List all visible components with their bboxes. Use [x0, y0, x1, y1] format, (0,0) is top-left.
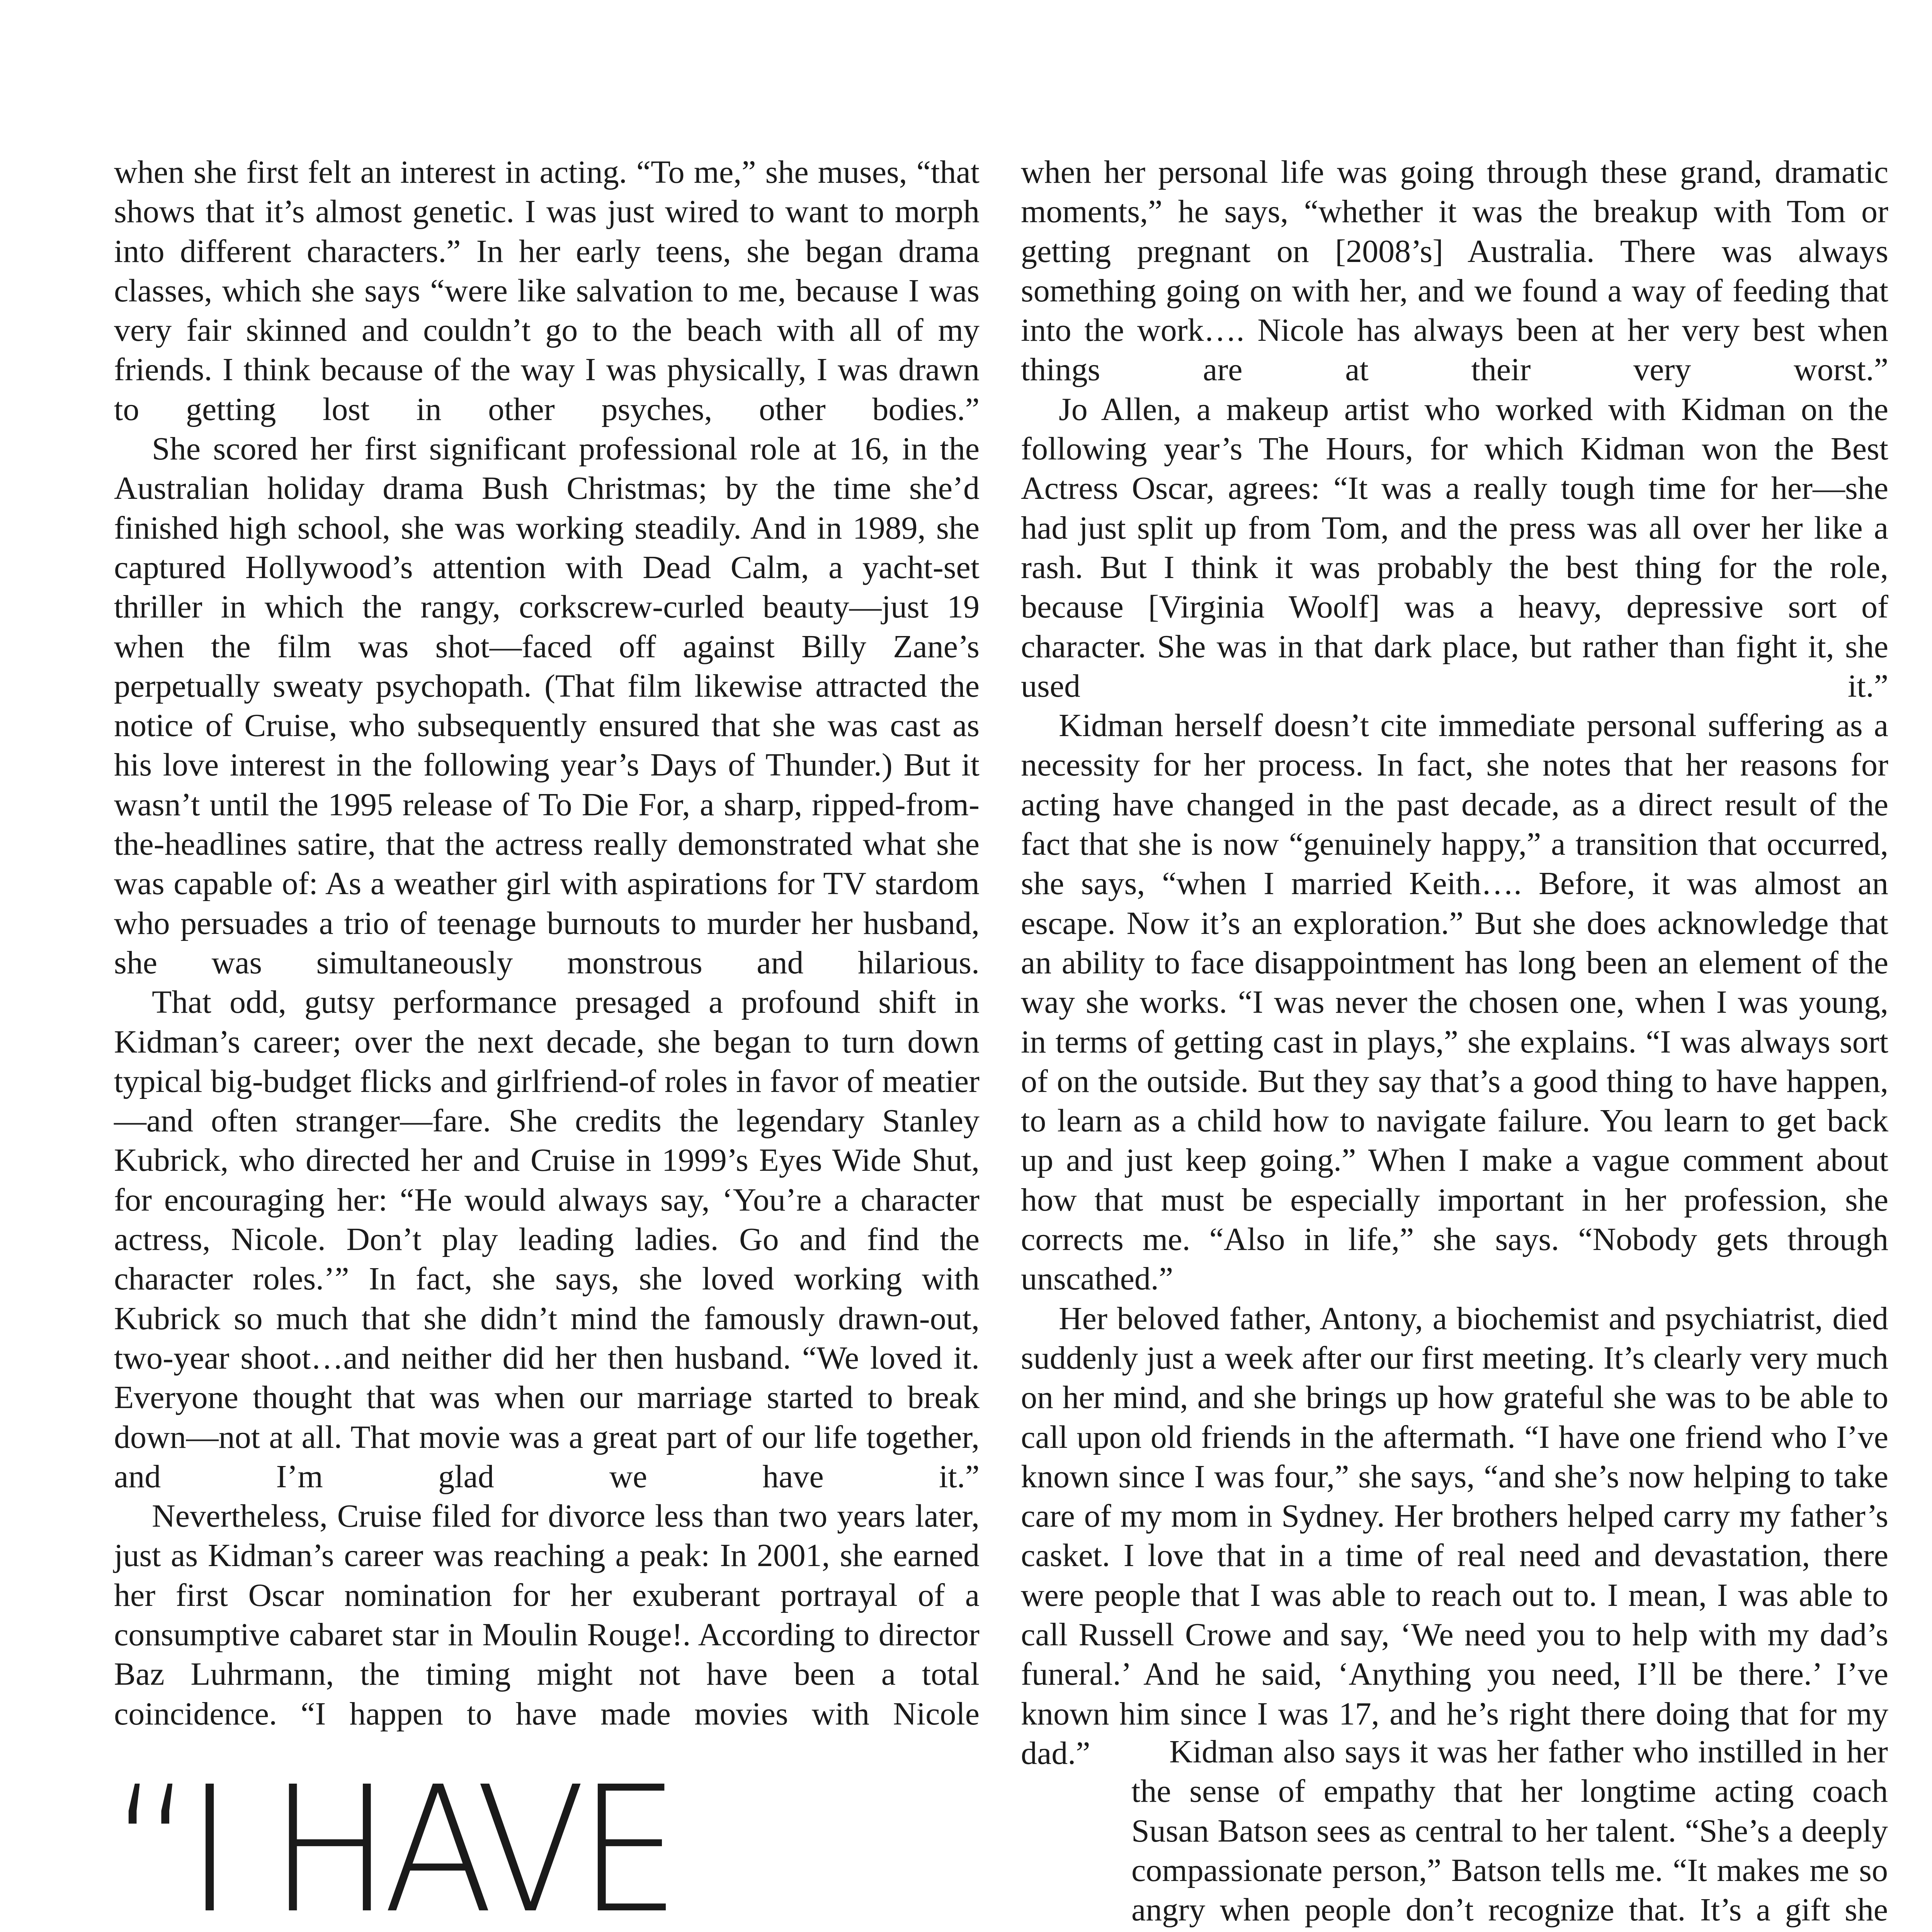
paragraph: That odd, gutsy performance presaged a profound shift in Kidman’s career; over the next decade, she began to turn down typical big-budget flicks and girlfriend-of roles in favor of meatier—and often stranger—fare. She credits the legendary Stanley Kubrick, who directed her and Cruise in 1999’s Eyes Wide Shut, for encouraging her: “He would always say, ‘You’re a character actress, Nicole. Don’t play leading ladies. Go and find the character roles.’” In fact, she says, she loved working with Kubrick so much that she didn’t mind the famously drawn-out, two-year shoot…and neither did her then husband. “We loved it. Everyone thought that was when our marriage started to break down—not at all. That movie was a great part of our life together, and I’m glad we have it.” [114, 984, 980, 1495]
paragraph: when her personal life was going through these grand, dramatic moments,” he says, “whether it was the breakup with Tom or getting pregnant on [2008’s] Australia. There was always something going on with her, and we found a way of feeding that into the work…. Nicole has always been at her very best when things are at their very worst.” [1021, 154, 1888, 388]
paragraph: She scored her first significant professional role at 16, in the Australian holiday drama Bush Christmas; by the time she’d finished high school, she was working steadily. And in 1989, she captured Hollywood’s attention with Dead Calm, a yacht-set thriller in which the rangy, corkscrew-curled beauty—just 19 when the film was shot—faced off against Billy Zane’s perpetually sweaty psychopath. (That film likewise attracted the notice of Cruise, who subsequently ensured that she was cast as his love interest in the following year’s Days of Thunder.) But it wasn’t until the 1995 release of To Die For, a sharp, ripped-from-the-headlines satire, that the actress really demonstrated what she was capable of: As a weather girl with aspirations for TV stardom who persuades a trio of teenage burnouts to murder her husband, she was simultaneously monstrous and hilarious. [114, 431, 980, 981]
article-column-right-bottom [1131, 1732, 1888, 1932]
article-column-left [114, 153, 980, 1734]
article-column-right-top [1021, 153, 1888, 1773]
paragraph: Kidman herself doesn’t cite immediate personal suffering as a necessity for her process. In fact, she notes that her reasons for acting have changed in the past decade, as a direct result of the fact that she is now “genuinely happy,” a transition that occurred, she says, “when I married Keith…. Before, it was almost an escape. Now it’s an exploration.” But she does acknowledge that an ability to face disappointment has long been an element of the way she works. “I was never the chosen one, when I was young, in terms of getting cast in plays,” she explains. “I was always sort of on the outside. But they say that’s a good thing to have happen, to learn as a child how to navigate failure. You learn to get back up and just keep going.” When I make a vague comment about how that must be especially important in her profession, she corrects me. “Also in life,” she says. “Nobody gets through unscathed.” [1021, 707, 1888, 1297]
paragraph: Nevertheless, Cruise filed for divorce less than two years later, just as Kidman’s career was reaching a peak: In 2001, she earned her first Oscar nomination for her exuberant portrayal of a consumptive cabaret star in Moulin Rouge!. According to director Baz Luhrmann, the timing might not have been a total coincidence. “I happen to have made movies with Nicole [114, 1498, 980, 1732]
paragraph: Kidman also says it was her father who instilled in her the sense of empathy that her longtime acting coach Susan Batson sees as central to her talent. “She’s a deeply compassionate person,” Batson tells me. “It makes me so angry when people don’t recognize that. It’s a gift she [1131, 1734, 1888, 1928]
paragraph: Her beloved father, Antony, a biochemist and psychiatrist, died suddenly just a week after our first meeting. It’s clearly very much on her mind, and she brings up how grateful she was to be able to call upon old friends in the aftermath. “I have one friend who I’ve known since I was four,” she says, “and she’s now helping to take care of my mom in Sydney. Her brothers helped carry my father’s casket. I love that in a time of real need and devastation, there were people that I was able to reach out to. I mean, I was able to call Russell Crowe and say, ‘We need you to help with my dad’s funeral.’ And he said, ‘Anything you need, I’ll be there.’ I’ve known him since I was 17, and he’s right there doing that for my dad.” [1021, 1300, 1888, 1771]
paragraph: when she first felt an interest in acting. “To me,” she muses, “that shows that it’s almost genetic. I was just wired to want to morph into different characters.” In her early teens, she began drama classes, which she says “were like salvation to me, because I was very fair skinned and couldn’t go to the beach with all of my friends. I think because of the way I was physically, I was drawn to getting lost in other psyches, other bodies.” [114, 154, 980, 427]
paragraph: Jo Allen, a makeup artist who worked with Kidman on the following year’s The Hours, for which Kidman won the Best Actress Oscar, agrees: “It was a really tough time for her—she had just split up from Tom, and the press was all over her like a rash. But I think it was probably the best thing for the role, because [Virginia Woolf] was a heavy, depressive sort of character. She was in that dark place, but rather than fight it, she used it.” [1021, 391, 1888, 704]
pull-quote: “I HAVE [110, 1749, 672, 1932]
